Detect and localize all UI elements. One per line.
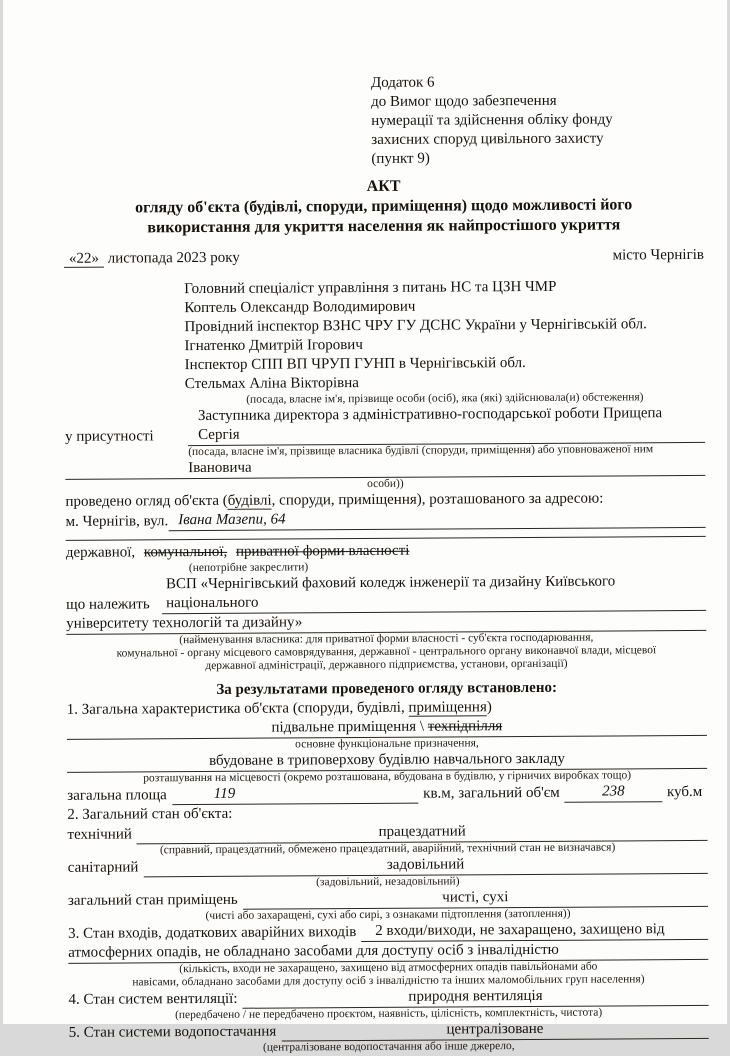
item1-area-row [67, 782, 707, 806]
belongs-caption-line: комунальної - органу місцевого самоврядування, державної - центрального органу виконавчої влади, місцевої [116, 644, 657, 660]
item3-label: 3. Стан входів, додаткових аварійних виходів [68, 924, 357, 942]
address-value: Івана Мазепи, 64 [178, 511, 286, 529]
presence-label: у присутності [65, 428, 154, 445]
sanitary-value: задовільний [386, 856, 465, 873]
belongs-row [66, 572, 706, 615]
volume-label: кв.м, загальний об'єм [423, 784, 560, 802]
ventilation-caption: (передбачено / не передбачено проєктом, наявність, цілісність, комплектність, чистота) [175, 1006, 603, 1022]
ownership-caption: (непотрібне закреслити) [188, 561, 309, 575]
tech-caption: (справний, працездатний, обмежено працездатний, аварійний, технічний стан не визначався) [159, 841, 616, 857]
ventilation-value: природня вентиляція [408, 987, 543, 1005]
tech-label: технічний [67, 826, 132, 843]
ownership-struck-communal: комунальної, [143, 543, 228, 561]
date-value [64, 249, 240, 269]
item3-value-line-2 [68, 940, 708, 964]
ventilation-label: 4. Стан систем вентиляції: [68, 990, 238, 1008]
survey-intro-underlined: будівлі [227, 492, 272, 509]
annex-line: Додаток 6 [370, 74, 435, 91]
water-supply-value: централізоване [446, 1020, 544, 1038]
sanitary-caption: (задовільний, незадовільний) [316, 875, 460, 889]
date-line [64, 246, 704, 269]
area-value-line [172, 784, 418, 806]
sanitary-value-line [143, 854, 707, 877]
water-supply-caption: (централізоване водопостачання або інше джерело, [262, 1040, 515, 1054]
item3-value-line-1 [361, 920, 708, 942]
item1-caption-2: розташування на місцевості (окремо розташована, вбудована в будівлю, у гірничих виробках тощо) [143, 769, 632, 785]
sanitary-label: санітарний [67, 859, 139, 876]
city-label: місто Чернігів [612, 246, 705, 264]
item1-post: ) [486, 699, 492, 716]
item3-row-2 [68, 940, 708, 964]
belongs-value-line-2 [66, 611, 706, 635]
survey-intro-pre: проведено огляд об'єкта ( [65, 492, 228, 510]
inspector-line: Провідний інспектор ВЗНС ЧРУ ГУ ДСНС України у Чернігівській обл. [184, 316, 647, 336]
item1-value-2: вбудоване в триповерхову будівлю навчального закладу [209, 750, 566, 769]
inspector-line: Інспектор СПП ВП ЧРУП ГУНП в Чернігівській обл. [184, 355, 526, 374]
ventilation-value-line [242, 986, 708, 1009]
volume-value-line [565, 782, 662, 803]
inspector-line: Головний спеціаліст управління з питань НС та ЦЗН ЧМР [184, 278, 557, 298]
inspector-line: Коптель Олександр Володимирович [184, 298, 416, 317]
belongs-caption-line: державної адміністрації, державного підприємства, установи, організації) [205, 657, 568, 672]
annex-line: захисних споруд цивільного захисту [371, 130, 604, 148]
item2-rooms-row [68, 887, 708, 911]
inspectors-caption: (посада, власне ім'я, прізвище особи (осіб), яка (які) здійснювала(и) обстеження) [246, 391, 644, 406]
belongs-label: що належить [66, 596, 150, 613]
item2-sanitary-row [68, 854, 708, 878]
address-label: м. Чернігів, вул. [65, 513, 169, 530]
belongs-value: ВСП «Чернігівський фаховий коледж інженерії та дизайну Київського національного [165, 573, 616, 612]
presence-value-line-2 [65, 456, 705, 480]
date-month: листопада 2023 року [107, 249, 240, 267]
inspector-line: Стельмах Аліна Вікторівна [184, 375, 359, 393]
address-row [66, 508, 706, 532]
item3-caption-1: (кількість, входи не захаращено, захищено від атмосферних опадів павільйонами або [179, 960, 598, 976]
inspectors-block [184, 277, 705, 407]
presence-row [65, 404, 705, 447]
item1-caption-1: основне функціональне призначення, [295, 737, 479, 751]
presence-value-2: Івановича [188, 459, 252, 477]
belongs-row-2 [66, 611, 706, 635]
title-line: використання для укриття населення як найпростішого укриття [147, 216, 621, 237]
water-supply-label: 5. Стан системи водопостачання [68, 1023, 277, 1041]
tech-value: працездатний [378, 823, 466, 840]
annex-reference-block [371, 72, 704, 169]
item1-pre: 1. Загальна характеристика об'єкта (споруди, будівлі, [66, 699, 409, 718]
title-line: АКТ [366, 177, 401, 195]
results-heading: За результатами проведеного огляду встановлено: [216, 679, 558, 698]
water-supply-value-line [281, 1019, 709, 1042]
annex-line: (пункт 9) [371, 150, 430, 167]
ownership-state: державної, [65, 544, 136, 561]
area-value: 119 [213, 785, 236, 802]
inspector-line: Ігнатенко Дмитрій Ігорович [184, 337, 363, 355]
address-line [168, 508, 705, 531]
item3-value: 2 входи/виходи, не захаращено, захищено від [375, 921, 665, 939]
item3-value-cont: атмосферних опадів, не обладнано засобами для доступу осіб з інвалідністю [68, 941, 559, 961]
annex-line: нумерації та здійснення обліку фонду [371, 111, 613, 129]
rooms-caption: (чисті або захаращені, сухі або сирі, з ознаками підтоплення (затоплення)) [205, 907, 571, 922]
presence-row-2 [65, 456, 705, 480]
survey-intro-post: , споруди, приміщення), розташованого за адресою: [271, 490, 604, 509]
scanned-document-page [3, 0, 727, 1054]
annex-line: до Вимог щодо забезпечення [370, 92, 557, 110]
document-title [64, 175, 704, 239]
belongs-caption-line: (найменування власника: для приватної форми власності - суб'єкта господарювання, [179, 631, 594, 647]
area-label: загальна площа [67, 787, 167, 804]
item2-heading: 2. Загальний стан об'єкта: [67, 805, 233, 823]
item1-value: підвальне приміщення \ [271, 718, 428, 736]
belongs-value-line-1 [162, 572, 706, 614]
item1-value-row [67, 716, 707, 740]
volume-unit: куб.м [666, 783, 703, 801]
presence-caption-2: особи)) [367, 477, 404, 490]
item1-value-struck: техпідпілля [427, 718, 503, 735]
item3-caption-2: навісами, обладнано засобами для доступу осіб з інвалідністю та інших маломобільних груп населення) [132, 973, 645, 989]
title-line: огляду об'єкта (будівлі, споруди, приміщення) щодо можливості його [135, 196, 633, 217]
presence-value: Заступника директора з адміністративно-господарської роботи Прищепа Сергія [197, 405, 663, 444]
date-day: «22» [64, 251, 104, 268]
item4-row [68, 986, 708, 1010]
rooms-value-line [243, 887, 708, 910]
item1-underlined-word: приміщення [408, 699, 487, 716]
tech-value-line [137, 821, 708, 844]
belongs-value-cont: університету технологій та дизайну» [66, 614, 303, 632]
presence-caption: (посада, власне ім'я, прізвище власника будівлі (споруди, приміщення) або уповноваженої ним [188, 443, 654, 459]
ownership-struck-private: приватної форми власності [235, 542, 410, 560]
volume-value: 238 [602, 783, 625, 800]
rooms-label: загальний стан приміщень [67, 891, 238, 909]
item5-row [69, 1019, 709, 1043]
rooms-value: чисті, сухі [442, 889, 509, 906]
item1-value-line [67, 716, 707, 740]
presence-value-line [188, 404, 705, 446]
